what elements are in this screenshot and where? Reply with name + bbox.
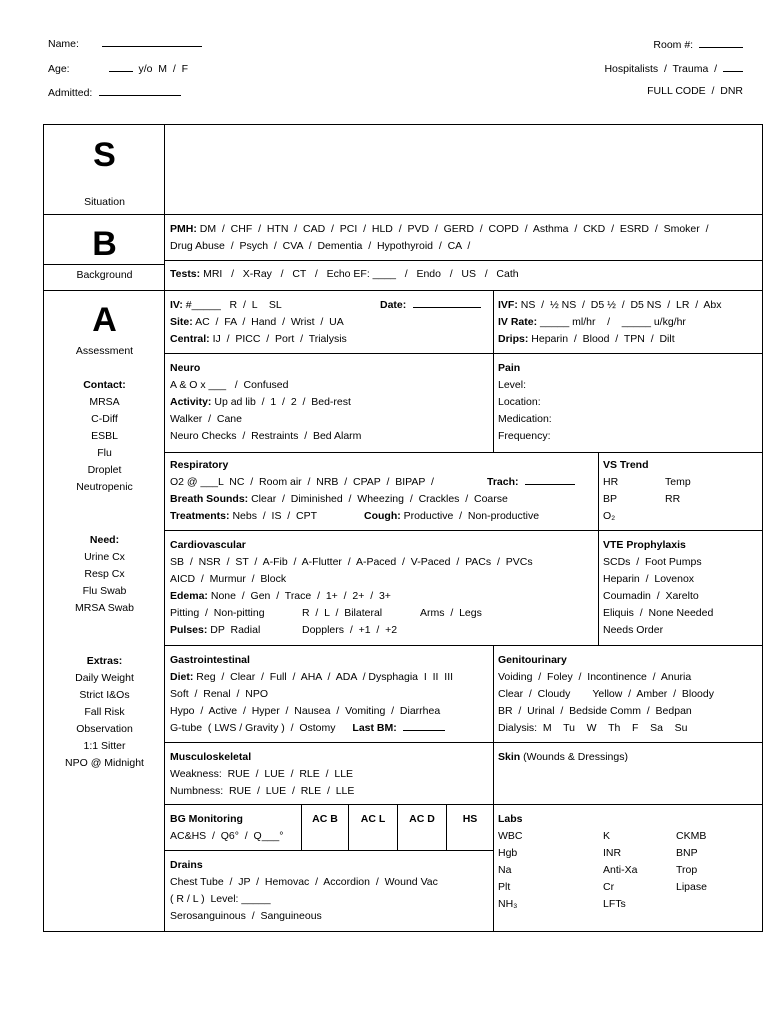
drips-options: Heparin / Blood / TPN / Dilt [531, 333, 675, 345]
labs-col3 [676, 828, 707, 896]
vs-right [665, 474, 691, 508]
iv-date-label: Date: [380, 299, 407, 311]
room-label: Room #: [653, 39, 694, 51]
msk-title: Musculoskeletal [170, 751, 252, 763]
gi-soft: Soft / Renal / NPO [170, 688, 269, 700]
lab-item: Anti-Xa [603, 864, 638, 876]
cardio-pitting: Pitting / Non-pitting [170, 607, 265, 619]
diet-options: Reg / Clear / Full / AHA / ADA / Dysphagia I II III [196, 671, 454, 683]
lab-item: CKMB [676, 830, 707, 842]
pain-line: Medication: [498, 413, 552, 425]
trach-blank[interactable] [525, 474, 575, 485]
cardio-rhythm: SB / NSR / ST / A-Fib / A-Flutter / A-Paced / V-Paced / PACs / PVCs [170, 556, 533, 568]
bg-section [170, 811, 283, 845]
divider-bg-label [43, 264, 164, 265]
neuro-title: Neuro [170, 362, 201, 374]
name-label: Name: [48, 38, 79, 50]
vte-line: Heparin / Lovenox [603, 573, 695, 585]
gu-dialysis: Dialysis: M Tu W Th F Sa Su [498, 722, 688, 734]
admitted-blank[interactable] [99, 85, 181, 96]
cardio-dopplers: Dopplers / +1 / +2 [302, 624, 398, 636]
ivf-section [498, 297, 722, 348]
age-blank[interactable] [109, 61, 133, 72]
situation-area[interactable] [165, 125, 762, 214]
pulses-label: Pulses: [170, 624, 208, 636]
cardio-aicd: AICD / Murmur / Block [170, 573, 287, 585]
msk-weakness: Weakness: RUE / LUE / RLE / LLE [170, 768, 354, 780]
admitted-field[interactable] [48, 85, 181, 99]
cardio-arms: Arms / Legs [420, 607, 482, 619]
need-item: Urine Cx [84, 551, 125, 563]
pmh-line1: DM / CHF / HTN / CAD / PCI / HLD / PVD / GERD / COPD / Asthma / CKD / ESRD / Smoker / [199, 223, 709, 235]
assessment-letter: A [92, 301, 117, 339]
extras-item: Strict I&Os [79, 689, 130, 701]
gi-section [170, 652, 453, 737]
room-blank[interactable] [699, 37, 743, 48]
vte-line: Eliquis / None Needed [603, 607, 714, 619]
lab-item: LFTs [603, 898, 626, 910]
vte-line: Needs Order [603, 624, 664, 636]
divider-s-b [43, 214, 763, 215]
divider-b-a [43, 290, 763, 291]
need-list [44, 532, 165, 617]
extras-item: 1:1 Sitter [83, 740, 126, 752]
activity-options: Up ad lib / 1 / 2 / Bed-rest [214, 396, 351, 408]
central-label: Central: [170, 333, 210, 345]
drains-section [170, 857, 438, 925]
drains-level: ( R / L ) Level: _____ [170, 893, 271, 905]
contact-item: C-Diff [91, 413, 118, 425]
labs-title: Labs [498, 813, 523, 825]
iv-date-field[interactable] [380, 297, 481, 314]
lab-item: Trop [676, 864, 698, 876]
edema-label: Edema: [170, 590, 208, 602]
breath-label: Breath Sounds: [170, 493, 249, 505]
bg-title: BG Monitoring [170, 813, 243, 825]
diet-label: Diet: [170, 671, 194, 683]
activity-label: Activity: [170, 396, 212, 408]
cardio-rl: R / L / Bilateral [302, 607, 383, 619]
gu-colors: Yellow / Amber / Bloody [592, 688, 714, 700]
vdiv-vs [598, 452, 599, 646]
lab-item: Hgb [498, 847, 518, 859]
gu-title: Genitourinary [498, 654, 567, 666]
extras-list [44, 653, 165, 772]
vs-hr: HR [603, 476, 619, 488]
gi-title: Gastrointestinal [170, 654, 250, 666]
cough-field [364, 508, 539, 525]
pain-title: Pain [498, 362, 521, 374]
bg-col-acd[interactable]: AC D [409, 813, 435, 825]
treat-options: Nebs / IS / CPT [232, 510, 318, 522]
bg-freq: AC&HS / Q6° / Q___° [170, 830, 284, 842]
need-item: MRSA Swab [75, 602, 134, 614]
lab-item: NH₃ [498, 898, 518, 910]
vdiv-iv [493, 290, 494, 453]
lab-item: BNP [676, 847, 698, 859]
cough-label: Cough: [364, 510, 401, 522]
central-options: IJ / PICC / Port / Trialysis [212, 333, 347, 345]
contact-item: MRSA [89, 396, 120, 408]
trach-label: Trach: [487, 476, 519, 488]
lastbm-blank[interactable] [403, 720, 445, 731]
situation-label: Situation [84, 196, 125, 208]
labs-col2 [603, 828, 637, 913]
vs-title: VS Trend [603, 459, 649, 471]
room-field[interactable] [653, 37, 743, 51]
skin-section [498, 749, 628, 766]
iv-rate-text: _____ ml/hr / _____ u/kg/hr [540, 316, 686, 328]
gi-gtube: G-tube ( LWS / Gravity ) / Ostomy [170, 722, 336, 734]
vs-bp: BP [603, 493, 618, 505]
iv-text: #_____ R / L SL [185, 299, 282, 311]
need-title: Need: [89, 534, 120, 546]
contact-title: Contact: [83, 379, 126, 391]
divider-pmh-tests [164, 260, 763, 261]
vs-o2: O₂ [603, 510, 616, 522]
vte-line: Coumadin / Xarelto [603, 590, 699, 602]
vte-title: VTE Prophylaxis [603, 539, 686, 551]
assessment-label: Assessment [75, 345, 134, 357]
divider-gi-msk [164, 742, 763, 743]
resp-o2: O2 @ ___L NC / Room air / NRB / CPAP / BIPAP / [170, 476, 434, 488]
service-text: Hospitalists / Trauma / [604, 63, 718, 75]
contact-item: ESBL [91, 430, 118, 442]
site-label: Site: [170, 316, 193, 328]
divider-cardio-gi [164, 645, 763, 646]
bg-col-hs[interactable]: HS [462, 813, 478, 825]
pulses-options: DP Radial [210, 624, 261, 636]
gi-hypo: Hypo / Active / Hyper / Nausea / Vomiting / Diarrhea [170, 705, 441, 717]
vs-rr: RR [665, 493, 681, 505]
name-field[interactable] [48, 36, 202, 50]
age-suffix: y/o M / F [138, 63, 189, 75]
drips-label: Drips: [498, 333, 529, 345]
iv-date-blank[interactable] [413, 297, 481, 308]
cough-options: Productive / Non-productive [403, 510, 540, 522]
lab-item: INR [603, 847, 622, 859]
iv-section [170, 297, 347, 348]
gu-section [498, 652, 714, 737]
name-blank[interactable] [102, 36, 202, 47]
tests-label: Tests: [170, 268, 201, 280]
trach-field[interactable] [487, 474, 575, 491]
contact-item: Neutropenic [76, 481, 133, 493]
contact-list [44, 377, 165, 496]
msk-numbness: Numbness: RUE / LUE / RLE / LLE [170, 785, 355, 797]
tests-section [170, 266, 519, 283]
service-field[interactable] [604, 61, 743, 75]
neuro-walker: Walker / Cane [170, 413, 242, 425]
neuro-aox: A & O x ___ / Confused [170, 379, 289, 391]
resp-title: Respiratory [170, 459, 229, 471]
situation-letter: S [93, 136, 116, 174]
lastbm-label: Last BM: [352, 722, 397, 734]
divider-msk-bg [164, 804, 763, 805]
lab-item: Cr [603, 881, 615, 893]
vte-line: SCDs / Foot Pumps [603, 556, 702, 568]
pmh-line2: Drug Abuse / Psych / CVA / Dementia / Hypothyroid / CA / [170, 240, 471, 252]
pain-section [498, 360, 552, 445]
extras-item: Observation [76, 723, 133, 735]
extras-item: NPO @ Midnight [65, 757, 144, 769]
divider-iv-neuro [164, 353, 763, 354]
divider-bg-drains [164, 850, 493, 851]
age-field[interactable] [48, 61, 188, 75]
gu-clear: Clear / Cloudy [498, 688, 571, 700]
age-label: Age: [48, 63, 70, 75]
divider-neuro-resp [164, 452, 763, 453]
labs-section [498, 811, 523, 913]
admitted-label: Admitted: [48, 87, 93, 99]
bg-col-acl[interactable]: AC L [360, 813, 386, 825]
contact-item: Droplet [87, 464, 122, 476]
need-item: Flu Swab [82, 585, 127, 597]
site-options: AC / FA / Hand / Wrist / UA [195, 316, 344, 328]
vs-temp: Temp [665, 476, 691, 488]
pain-line: Level: [498, 379, 527, 391]
neuro-checks: Neuro Checks / Restraints / Bed Alarm [170, 430, 362, 442]
msk-section [170, 749, 354, 800]
lab-item: Lipase [676, 881, 707, 893]
code-status-text: FULL CODE / DNR [647, 85, 743, 97]
lab-item: K [603, 830, 611, 842]
extras-item: Fall Risk [84, 706, 125, 718]
breath-options: Clear / Diminished / Wheezing / Crackles / Coarse [251, 493, 508, 505]
drains-fluid: Serosanguinous / Sanguineous [170, 910, 322, 922]
vs-section [603, 457, 649, 525]
code-status [647, 85, 743, 97]
vte-section [603, 537, 713, 639]
drains-title: Drains [170, 859, 203, 871]
pain-line: Location: [498, 396, 541, 408]
cardio-title: Cardiovascular [170, 539, 246, 551]
skin-title: Skin [498, 751, 521, 763]
background-label: Background [76, 269, 133, 281]
gu-voiding: Voiding / Foley / Incontinence / Anuria [498, 671, 692, 683]
tests-options: MRI / X-Ray / CT / Echo EF: ____ / Endo / US / Cath [203, 268, 519, 280]
pain-line: Frequency: [498, 430, 551, 442]
skin-sub: (Wounds & Dressings) [523, 751, 628, 763]
need-item: Resp Cx [84, 568, 125, 580]
background-letter: B [92, 225, 117, 263]
lab-item: Na [498, 864, 512, 876]
bg-col-acb[interactable]: AC B [312, 813, 338, 825]
extras-item: Daily Weight [75, 672, 134, 684]
edema-options: None / Gen / Trace / 1+ / 2+ / 3+ [210, 590, 391, 602]
divider-resp-cardio [164, 530, 763, 531]
gu-br: BR / Urinal / Bedside Comm / Bedpan [498, 705, 692, 717]
treat-label: Treatments: [170, 510, 230, 522]
contact-item: Flu [97, 447, 112, 459]
pmh-section [170, 221, 709, 255]
iv-rate-label: IV Rate: [498, 316, 538, 328]
vdiv-gi-labs [493, 645, 494, 932]
ivf-label: IVF: [498, 299, 518, 311]
lab-item: WBC [498, 830, 523, 842]
ivf-options: NS / ½ NS / D5 ½ / D5 NS / LR / Abx [520, 299, 722, 311]
pmh-label: PMH: [170, 223, 197, 235]
iv-label: IV: [170, 299, 183, 311]
drains-types: Chest Tube / JP / Hemovac / Accordion / Wound Vac [170, 876, 438, 888]
lab-item: Plt [498, 881, 511, 893]
extras-title: Extras: [86, 655, 123, 667]
service-blank[interactable] [723, 61, 743, 72]
neuro-section [170, 360, 361, 445]
